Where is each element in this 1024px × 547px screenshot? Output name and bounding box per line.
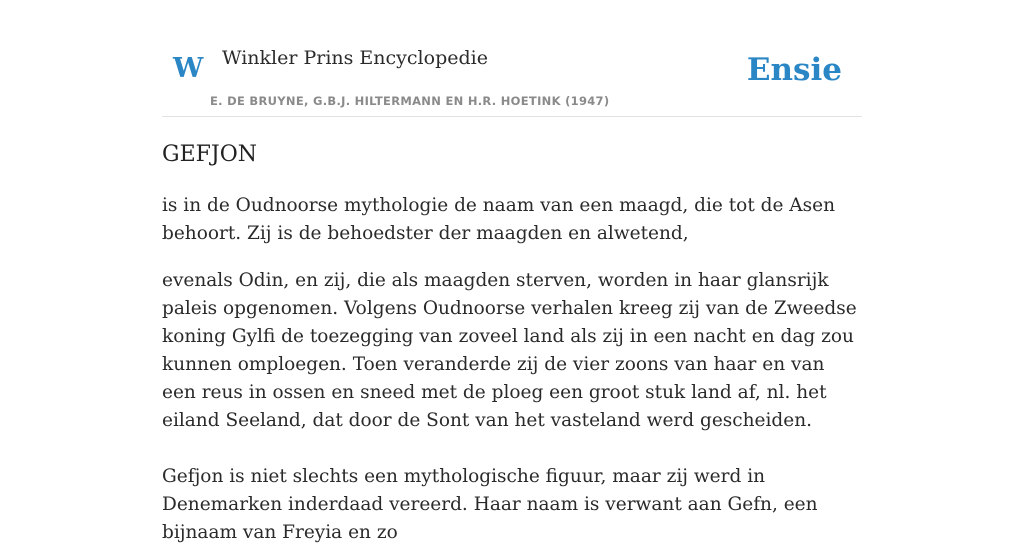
article-paragraph: is in de Oudnoorse mythologie de naam van een maagd, die tot de Asen behoort. Zij is de behoedster der maagden en alwetend, (162, 195, 836, 244)
header (162, 0, 862, 117)
ensie-logo[interactable]: Ensie (746, 52, 842, 88)
publication-authors: E. DE BRUYNE, G.B.J. HILTERMANN EN H.R. HOETINK (1947) (210, 94, 610, 108)
publication-logo-icon[interactable]: W (173, 53, 204, 84)
article-paragraph: evenals Odin, en zij, die als maagden sterven, worden in haar glansrijk paleis opgenomen. Volgens Oudnoorse verhalen kreeg zij van de Zweedse koning Gylfi de toezegging van zoveel land als zij in een nacht en dag zou kunnen omploegen. Toen veranderde zij de vier zoons van haar en van een reus in ossen en sneed met de ploeg een groot stuk land af, nl. het eiland Seeland, dat door de Sont van het vasteland werd gescheiden. (162, 270, 857, 431)
article-content (162, 139, 862, 547)
article-title: GEFJON (162, 142, 258, 167)
article-paragraph: Gefjon is niet slechts een mythologische figuur, maar zij werd in Denemarken inderdaad vereerd. Haar naam is verwant aan Gefn, een bijnaam van Freyia en zo (162, 466, 818, 543)
publication-title[interactable]: Winkler Prins Encyclopedie (222, 47, 488, 69)
